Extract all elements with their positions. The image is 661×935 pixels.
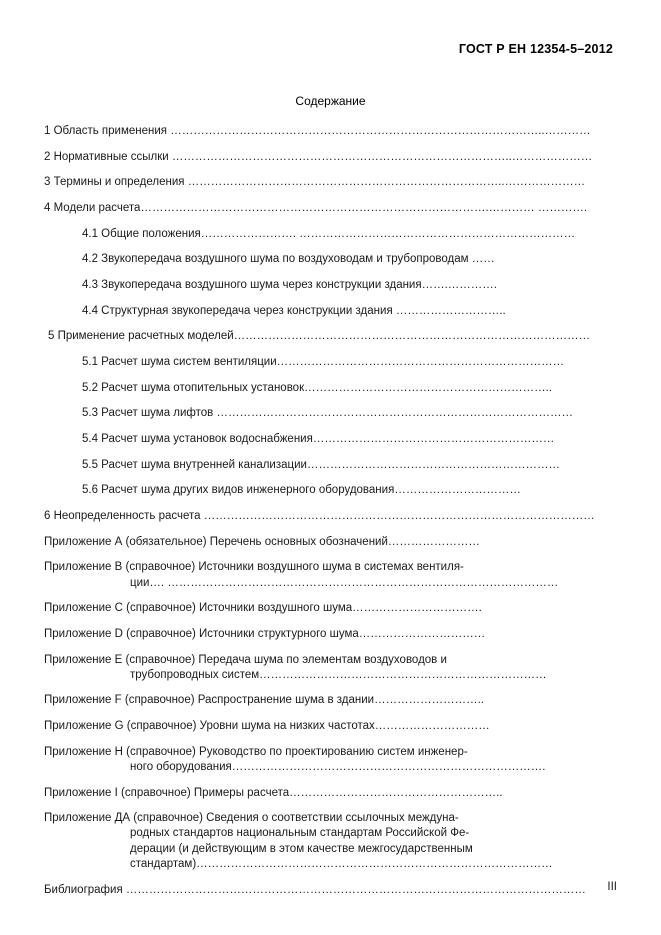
toc-entry-text: Приложение I (справочное) Примеры расчета……………………………………………….. [44,786,503,799]
toc-entry-continuation: трубопроводных систем………………………………………………………………… [130,668,547,681]
toc-entry-text: 2 Нормативные ссылки ……………………………………………………………………………..………………… [44,150,593,163]
page-title: Содержание [295,94,366,108]
toc-entry[interactable] [44,535,617,550]
page-number: III [607,881,617,893]
toc-entry[interactable] [44,719,617,734]
toc-entry-text: Приложение С (справочное) Источники воздушного шума……………………………. [44,602,482,615]
toc-entry[interactable] [82,381,617,396]
toc-entry-continuation: дерации (и действующим в этом качестве межгосударственным [130,842,473,855]
toc-entry-continuation: ции…. ………………………………………………………………………………………… [130,576,559,589]
toc-entry[interactable] [44,175,617,190]
toc-entry[interactable] [44,150,617,165]
toc-entry-text: Библиография ………………………………………………………………………………………………………… [44,883,586,896]
standard-id-header: ГОСТ Р ЕН 12354-5–2012 [458,42,613,56]
toc-entry-text: 4 Модели расчета……………………………………………………………………………….………… …………. [44,202,588,215]
toc-entry[interactable] [44,693,617,708]
toc-entry[interactable] [48,329,617,344]
toc-entry-text: Приложение F (справочное) Распространение шума в здании……………………….. [44,694,484,707]
toc-entry[interactable] [82,483,617,498]
toc-entry-text: 4.1 Общие положения……………………. ……………………………………………………………… [82,227,576,240]
toc-entry-text: 4.3 Звукопередача воздушного шума через конструкции здания…….…………. [82,279,497,292]
toc-entry-continuation: родных стандартов национальным стандартам Российской Фе- [130,827,470,840]
toc-entry[interactable] [82,355,617,370]
toc-entry[interactable] [82,304,617,319]
toc-entry-text: 5.6 Расчет шума других видов инженерного оборудования…………………………… [82,484,521,497]
toc-entry[interactable] [44,601,617,616]
toc-entry[interactable] [44,883,617,898]
toc-entry-text: Приложение G (справочное) Уровни шума на низких частотах………………………… [44,720,490,733]
toc-entry-text: 5.5 Расчет шума внутренней канализации………………………………………………………… [82,458,560,471]
toc-entry[interactable] [82,432,617,447]
toc-entry[interactable] [82,278,617,293]
table-of-contents [44,124,617,898]
toc-entry[interactable] [44,745,617,775]
toc-entry-text: 4.2 Звукопередача воздушного шума по воздуховодам и трубопроводам …… [82,253,495,266]
toc-entry-text: Приложение Е (справочное) Передача шума по элементам воздуховодов и [44,653,447,666]
toc-entry[interactable] [44,627,617,642]
toc-entry-text: 5.2 Расчет шума отопительных установок……………………………………………………….. [82,381,552,394]
toc-entry-text: 6 Неопределенность расчета ………………………………………………………………………………………… [44,510,595,523]
toc-entry-text: Приложение Н (справочное) Руководство по проектированию систем инженер- [44,745,468,758]
toc-entry-text: 3 Термины и определения ………………………………………………………………………..………………… [44,176,586,189]
toc-entry[interactable] [44,786,617,801]
toc-entry[interactable] [44,560,617,590]
toc-entry-continuation: ного оборудования………………………………………………………………………. [130,760,546,773]
toc-entry-text: 5.4 Расчет шума установок водоснабжения……………………………………………………… [82,433,555,446]
toc-entry[interactable] [44,201,617,216]
toc-entry[interactable] [44,653,617,683]
toc-entry[interactable] [82,252,617,267]
toc-entry-text: Приложение В (справочное) Источники воздушного шума в системах вентиля- [44,561,464,574]
toc-entry[interactable] [82,227,617,242]
toc-entry-continuation: стандартам)………………………………………………………………………………… [130,857,553,870]
toc-entry[interactable] [82,458,617,473]
toc-entry-text: 1 Область применения ……………………………………………………………………………………..………… [44,125,591,137]
toc-entry-text: 5 Применение расчетных моделей………………………………………………………………………………… [48,330,591,343]
toc-entry-text: Приложение D (справочное) Источники структурного шума…………………………… [44,627,486,640]
toc-entry[interactable] [82,406,617,421]
toc-entry[interactable] [44,811,617,872]
toc-entry-text: Приложение А (обязательное) Перечень основных обозначений…………………… [44,535,480,548]
toc-entry[interactable] [44,124,617,139]
toc-entry-text: 5.3 Расчет шума лифтов ………………………………………………………………………………… [82,407,573,420]
toc-entry-text: 5.1 Расчет шума систем вентиляции………………………………………………………………… [82,356,565,369]
toc-entry-text: Приложение ДА (справочное) Сведения о соответствии ссылочных междуна- [44,812,459,825]
toc-entry[interactable] [44,509,617,524]
toc-entry-text: 4.4 Структурная звукопередача через конструкции здания ……………………….. [82,304,506,317]
